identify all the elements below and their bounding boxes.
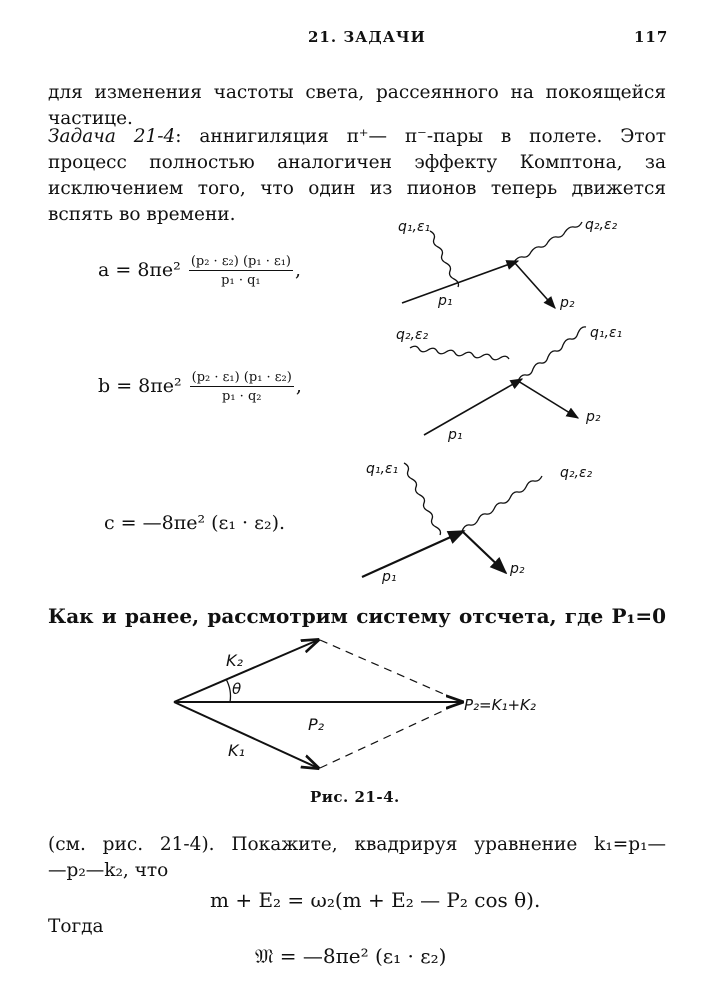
vector-figure [160, 632, 560, 782]
formula-a-fraction [189, 254, 293, 288]
label-k1: K₁ [228, 741, 245, 760]
paragraph-2-line-2: процесс полностью аналогичен эффекту Комптона, за [48, 152, 666, 173]
diagram-3-q-right: q₂,ε₂ [560, 465, 593, 481]
feynman-diagram-1 [398, 217, 618, 311]
paragraph-2-line-3: исключением того, что один из пионов теперь движется [48, 178, 666, 199]
diagram-2-p1-line [424, 379, 522, 435]
formula-a [98, 254, 301, 288]
paragraph-4-line-2: —p₂—k₂, что [48, 860, 169, 881]
formula-b-lhs: b = 8πe² [98, 375, 182, 397]
label-sum: P₂=K₁+K₂ [464, 696, 536, 714]
paragraph-4-line-1: (см. рис. 21-4). Покажите, квадрируя уравнение k₁=p₁— [48, 834, 666, 855]
paragraph-4 [48, 832, 666, 884]
formula-b-fraction [190, 370, 294, 404]
diagram-3-p1-line [362, 531, 464, 577]
dashed-upper [320, 640, 462, 702]
feynman-diagram-2 [396, 325, 622, 443]
diagram-3-p-in: p₁ [382, 569, 397, 585]
diagram-2-p2-line [518, 381, 578, 418]
diagram-3-q-left: q₁,ε₁ [366, 461, 399, 477]
diagram-3-p-out: p₂ [510, 561, 525, 577]
formula-b-denominator: p₁ · q₂ [222, 389, 262, 404]
formula-b-numerator: (p₂ · ε₁) (p₁ · ε₂) [191, 370, 292, 385]
diagram-1-q-right: q₂,ε₂ [585, 217, 618, 233]
formula-b [98, 370, 302, 404]
diagram-2-photon-q2 [410, 346, 509, 360]
paragraph-1-line-1: для изменения частоты света, рассеянного на покоящейся [48, 82, 666, 103]
formula-b-end: , [295, 375, 302, 397]
paragraph-1-line-2: частице. [48, 108, 133, 129]
diagram-1-p-out: p₂ [560, 295, 575, 311]
paragraph-2-line-1-rest: : аннигиляция π⁺— π⁻-пары в полете. Этот [175, 126, 666, 147]
dashed-lower [320, 702, 462, 768]
diagram-2-q-left: q₂,ε₂ [396, 327, 429, 343]
label-theta: θ [232, 680, 242, 698]
formula-a-lhs: a = 8πe² [98, 259, 181, 281]
equation-1: m + E₂ = ω₂(m + E₂ — P₂ cos θ). [210, 888, 541, 912]
paragraph-2-line-4: вспять во времени. [48, 204, 236, 225]
diagram-2-p-in: p₁ [448, 427, 463, 443]
diagram-2-q-right: q₁,ε₁ [590, 325, 623, 341]
diagram-1-p1-line [402, 261, 518, 303]
paragraph-3 [48, 602, 666, 630]
theta-arc [226, 679, 231, 702]
paragraph-2-line-1 [48, 124, 666, 150]
diagram-3-photon-q1 [404, 463, 441, 535]
label-k2: K₂ [226, 651, 243, 670]
formula-a-numerator: (p₂ · ε₂) (p₁ · ε₁) [190, 254, 291, 269]
running-header: 21. ЗАДАЧИ [308, 28, 426, 46]
vector-k2 [174, 640, 318, 702]
page-number: 117 [634, 28, 669, 46]
feynman-diagrams [340, 205, 670, 590]
diagram-3-photon-q2 [462, 476, 542, 531]
diagram-1-photon-q2 [514, 222, 582, 262]
paragraph-3-line-1: Как и ранее, рассмотрим систему отсчета, где P₁=0 [48, 604, 666, 628]
formula-a-denominator: p₁ · q₁ [221, 273, 261, 288]
diagram-1-q-left: q₁,ε₁ [398, 219, 431, 235]
feynman-diagram-3 [362, 461, 593, 585]
diagram-2-photon-q1 [518, 327, 586, 381]
problem-label: Задача 21-4 [48, 126, 176, 147]
diagram-1-photon-q1 [430, 231, 459, 287]
diagram-2-p-out: p₂ [586, 409, 601, 425]
then-word: Тогда [48, 916, 104, 937]
diagram-3-p2-line [462, 531, 506, 573]
equation-2: 𝔐 = —8πe² (ε₁ · ε₂) [255, 944, 447, 968]
vector-k1 [174, 702, 318, 768]
figure-caption: Рис. 21-4. [310, 788, 400, 806]
formula-c: c = —8πe² (ε₁ · ε₂). [104, 512, 286, 534]
formula-a-end: , [295, 259, 302, 281]
label-p2: P₂ [308, 715, 325, 734]
diagram-1-p-in: p₁ [438, 293, 453, 309]
diagram-1-p2-line [514, 262, 555, 308]
